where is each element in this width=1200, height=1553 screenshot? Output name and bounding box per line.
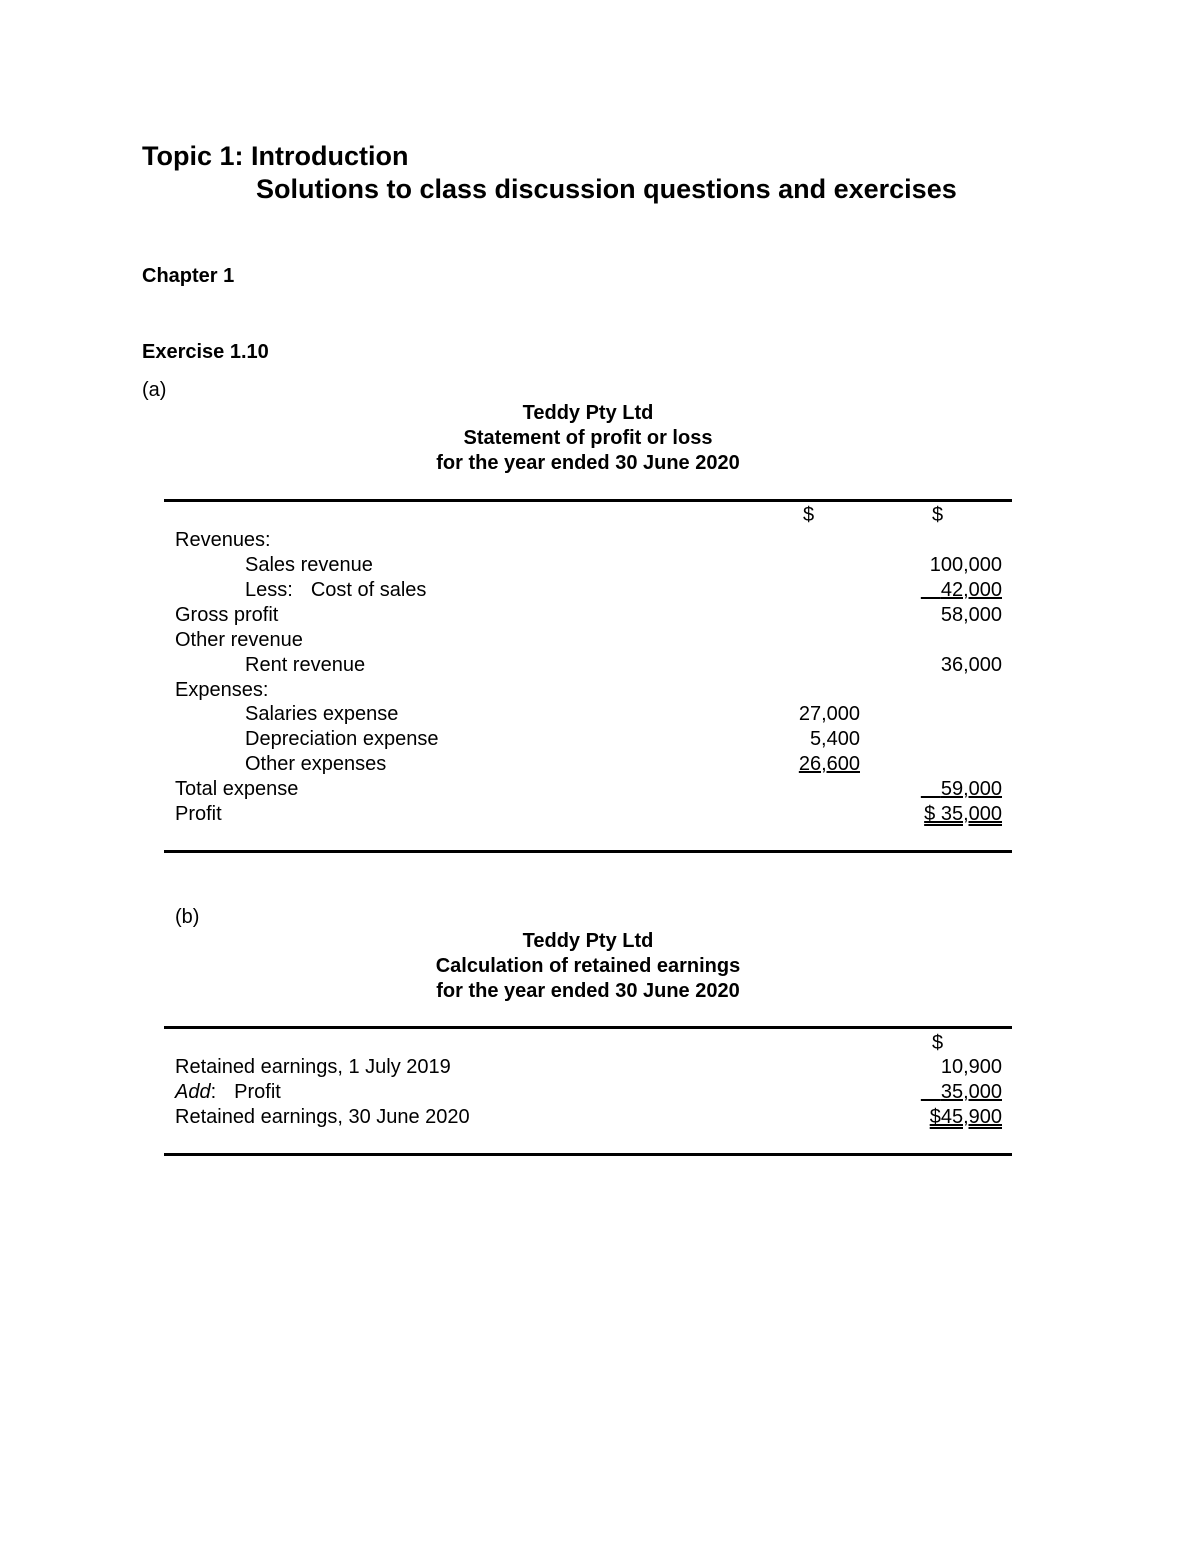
expenses-heading: Expenses: — [175, 679, 269, 701]
other-expenses-label: Other expenses — [245, 753, 387, 775]
opening-retained-earnings-label: Retained earnings, 1 July 2019 — [175, 1056, 451, 1078]
col1-currency-header: $ — [803, 504, 815, 526]
total-expense-label: Total expense — [175, 778, 299, 800]
depreciation-expense-value: 5,400 — [809, 728, 860, 750]
gross-profit-value: 58,000 — [940, 604, 1002, 626]
add-label: Add — [175, 1081, 211, 1103]
part-b-period: for the year ended 30 June 2020 — [436, 980, 740, 1002]
closing-retained-earnings-value: $45,900 — [929, 1106, 1002, 1128]
part-a-company: Teddy Pty Ltd — [522, 402, 654, 424]
add-profit-value: 35,000 — [940, 1081, 1002, 1103]
depreciation-expense-label: Depreciation expense — [245, 728, 439, 750]
profit-value: $ 35,000 — [924, 803, 1002, 825]
cost-of-sales-value: 42,000 — [940, 579, 1002, 601]
profit-label: Profit — [175, 803, 222, 825]
part-a-statement-title: Statement of profit or loss — [463, 427, 713, 449]
add-profit-label: Profit — [234, 1081, 281, 1103]
cost-of-sales-label: Cost of sales — [310, 579, 427, 601]
opening-retained-earnings-value: 10,900 — [940, 1056, 1002, 1078]
chapter-heading: Chapter 1 — [142, 265, 235, 287]
closing-retained-earnings-label: Retained earnings, 30 June 2020 — [175, 1106, 470, 1128]
rent-revenue-label: Rent revenue — [245, 654, 366, 676]
salaries-expense-value: 27,000 — [798, 703, 860, 725]
other-revenue-heading: Other revenue — [175, 629, 303, 651]
exercise-heading: Exercise 1.10 — [142, 341, 269, 363]
other-expenses-value: 26,600 — [798, 753, 860, 775]
part-b-company: Teddy Pty Ltd — [522, 930, 654, 952]
part-b-statement-title: Calculation of retained earnings — [435, 955, 741, 977]
topic-title: Topic 1: Introduction — [142, 141, 409, 171]
total-expense-value: 59,000 — [940, 778, 1002, 800]
part-b-label: (b) — [175, 906, 200, 928]
part-b-bottom-rule — [164, 1153, 1012, 1156]
part-a-bottom-rule — [164, 850, 1012, 853]
cost-of-sales-row — [245, 579, 426, 604]
less-label: Less: — [245, 579, 293, 601]
salaries-expense-label: Salaries expense — [245, 703, 399, 725]
sales-revenue-label: Sales revenue — [245, 554, 373, 576]
rent-revenue-value: 36,000 — [940, 654, 1002, 676]
part-a-label: (a) — [142, 379, 167, 401]
page-subtitle: Solutions to class discussion questions and exercises — [256, 174, 957, 204]
part-b-currency-header: $ — [932, 1032, 944, 1054]
gross-profit-label: Gross profit — [175, 604, 279, 626]
col2-currency-header: $ — [932, 504, 944, 526]
part-a-period: for the year ended 30 June 2020 — [436, 452, 740, 474]
revenues-heading: Revenues: — [175, 529, 271, 551]
part-a-top-rule — [164, 499, 1012, 502]
add-profit-row: Add: Profit — [175, 1081, 281, 1103]
sales-revenue-value: 100,000 — [929, 554, 1002, 576]
part-b-top-rule — [164, 1026, 1012, 1029]
